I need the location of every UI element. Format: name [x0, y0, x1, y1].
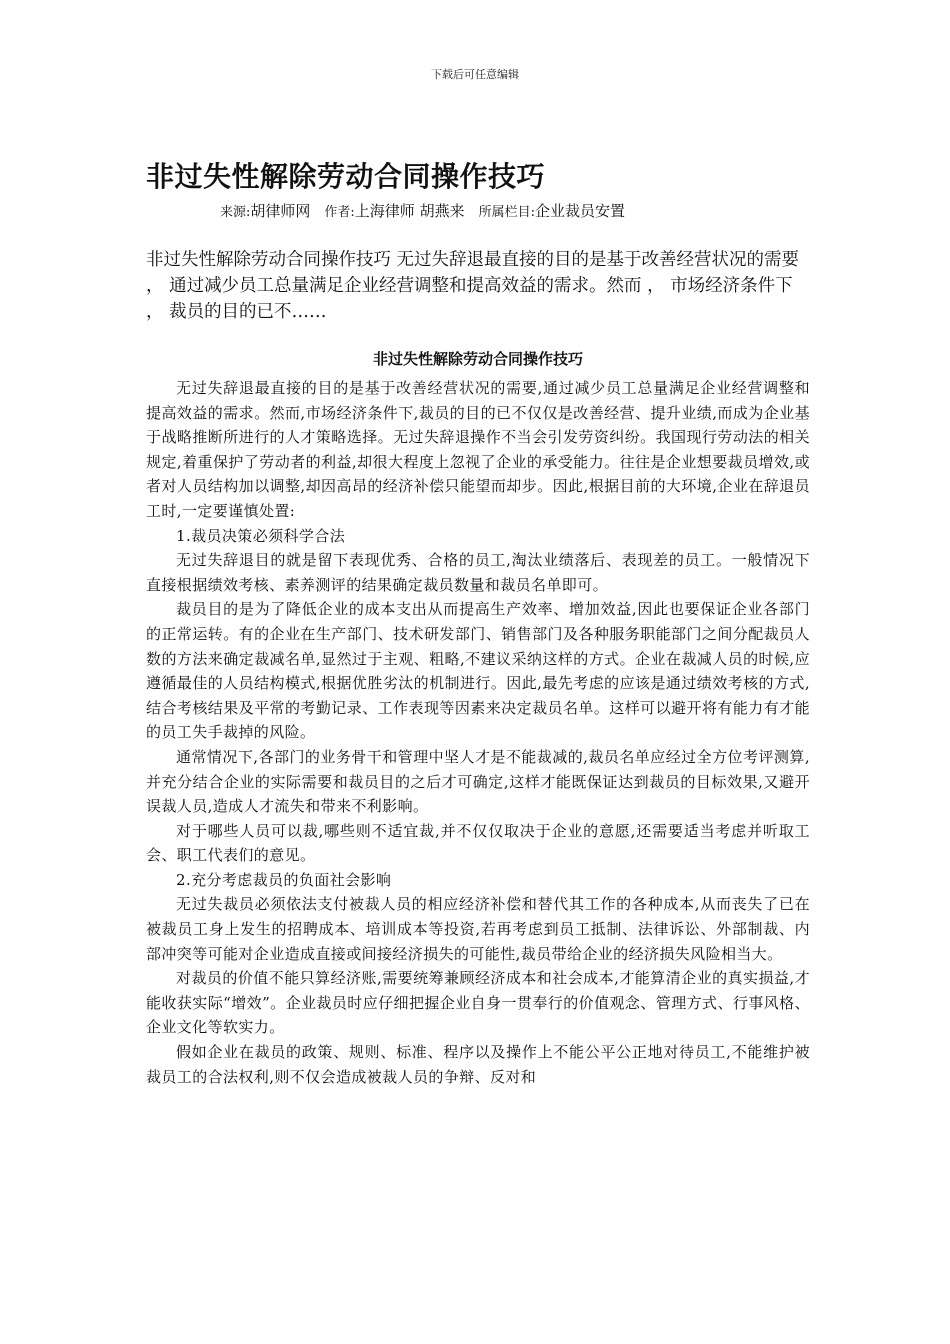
- author-value: 上海律师 胡燕来: [354, 202, 465, 220]
- column-value: 企业裁员安置: [534, 202, 625, 220]
- document-title: 非过失性解除劳动合同操作技巧: [146, 160, 546, 193]
- article-title: 非过失性解除劳动合同操作技巧: [372, 350, 583, 368]
- paragraph: 无过失辞退最直接的目的是基于改善经营状况的需要,通过减少员工总量满足企业经营调整和提高效益的需求。然而,市场经济条件下,裁员的目的已不仅仅是改善经营、提升业绩,而成为企业基于战略推断所进行的人才策略选择。无过失辞退操作不当会引发劳资纠纷。我国现行劳动法的相关规定,着重保护了劳动者的利益,却很大程度上忽视了企业的承受能力。往往是企业想要裁员增效,或者对人员结构加以调整,却因高昂的经济补偿只能望而却步。因此,根据目前的大环境,企业在辞退员工时,一定要谨慎处置:: [146, 379, 810, 520]
- source-value: 胡律师网: [250, 202, 311, 220]
- header-note: 下载后可任意编辑: [431, 68, 519, 81]
- paragraph: 无过失裁员必须依法支付被裁人员的相应经济补偿和替代其工作的各种成本,从而丧失了已在被裁员工身上发生的招聘成本、培训成本等投资,若再考虑到员工抵制、法律诉讼、外部制裁、内部冲突等可能对企业造成直接或间接经济损失的可能性,裁员带给企业的经济损失风险相当大。: [146, 895, 810, 963]
- author-label: 作者:: [324, 205, 355, 220]
- paragraph: 无过失辞退目的就是留下表现优秀、合格的员工,淘汰业绩落后、表现差的员工。一般情况下直接根据绩效考核、素养测评的结果确定裁员数量和裁员名单即可。: [146, 551, 810, 594]
- paragraph: 裁员目的是为了降低企业的成本支出从而提高生产效率、增加效益,因此也要保证企业各部门的正常运转。有的企业在生产部门、技术研发部门、销售部门及各种服务职能部门之间分配裁员人数的方法来确定裁减名单,显然过于主观、粗略,不建议采纳这样的方式。企业在裁减人员的时候,应遵循最佳的人员结构模式,根据优胜劣汰的机制进行。因此,最先考虑的应该是通过绩效考核的方式,结合考核结果及平常的考勤记录、工作表现等因素来决定裁员名单。这样可以避开将有能力有才能的员工失手裁掉的风险。: [146, 600, 810, 742]
- source-label: 来源:: [220, 205, 251, 220]
- paragraph: 通常情况下,各部门的业务骨干和管理中坚人才是不能裁减的,裁员名单应经过全方位考评测算,并充分结合企业的实际需要和裁员目的之后才可确定,这样才能既保证达到裁员的目标效果,又避开误裁人员,造成人才流失和带来不利影响。: [146, 747, 810, 816]
- column-label: 所属栏目:: [478, 205, 535, 220]
- section-heading: 2.充分考虑裁员的负面社会影响: [176, 870, 392, 889]
- paragraph: 对于哪些人员可以裁,哪些则不适宜裁,并不仅仅取决于企业的意愿,还需要适当考虑并听取工会、职工代表们的意见。: [146, 821, 810, 865]
- paragraph: 假如企业在裁员的政策、规则、标准、程序以及操作上不能公平公正地对待员工,不能维护被裁员工的合法权利,则不仅会造成被裁人员的争辩、反对和: [146, 1043, 810, 1086]
- paragraph: 对裁员的价值不能只算经济账,需要统筹兼顾经济成本和社会成本,才能算清企业的真实损益,才能收获实际“增效”。企业裁员时应仔细把握企业自身一贯奉行的价值观念、管理方式、行事风格、企业文化等软实力。: [146, 969, 810, 1037]
- summary-paragraph: 非过失性解除劳动合同操作技巧 无过失辞退最直接的目的是基于改善经营状况的需要 ， 通过减少员工总量满足企业经营调整和提高效益的需求。然而 ， 市场经济条件下 ， 裁员的目的已不……: [146, 250, 800, 322]
- article-meta: [220, 200, 625, 221]
- article-body: [146, 347, 810, 1089]
- section-heading: 1.裁员决策必须科学合法: [176, 526, 346, 545]
